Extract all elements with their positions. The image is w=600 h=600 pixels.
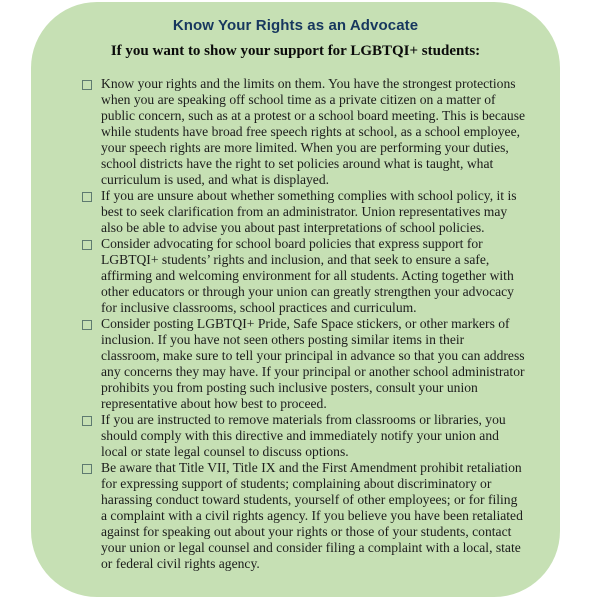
rights-list: [82, 76, 526, 572]
list-item-text: Consider advocating for school board policies that express support for LGBTQI+ students’ rights and inclusion, and that seek to ensure a safe, affirming and welcoming environment for all students. Acting together with other educators or through your union can greatly strengthen your advocacy for inclusive classrooms, school practices and curriculum.: [101, 236, 514, 315]
list-item-text: Know your rights and the limits on them. You have the strongest protections when you are speaking off school time as a private citizen on a matter of public concern, such as at a protest or a school board meeting. This is because while students have broad free speech rights at school, as a school employee, your speech rights are more limited. When you are performing your duties, school districts have the right to set policies around what is taught, what curriculum is used, and what is displayed.: [101, 76, 526, 187]
list-item-text: Consider posting LGBTQI+ Pride, Safe Space stickers, or other markers of inclusion. If you have not seen others posting similar items in their classroom, make sure to tell your principal in advance so that you can address any concerns they may have. If your principal or another school administrator prohibits you from posting such inclusive posters, consult your union representative about how best to proceed.: [101, 316, 525, 411]
list-item: [82, 412, 526, 460]
list-item: [82, 316, 526, 412]
list-item-text: If you are unsure about whether something complies with school policy, it is best to seek clarification from an administrator. Union representatives may also be able to advise you about past interpretations of school policies.: [101, 188, 517, 235]
checkbox-bullet-icon: [82, 320, 92, 330]
checkbox-bullet-icon: [82, 464, 92, 474]
checkbox-bullet-icon: [82, 192, 92, 202]
advocacy-rights-card: [31, 2, 560, 597]
list-item-text: Be aware that Title VII, Title IX and the First Amendment prohibit retaliation for expressing support of students; complaining about discriminatory or harassing conduct toward students, yourself of other employees; or for filing a complaint with a civil rights agency. If you believe you have been retaliated against for speaking out about your rights or those of your students, contact your union or legal counsel and consider filing a complaint with a local, state or federal civil rights agency.: [101, 460, 523, 571]
page-title: Know Your Rights as an Advocate: [172, 17, 419, 34]
checkbox-bullet-icon: [82, 416, 92, 426]
page-subtitle: If you want to show your support for LGBTQI+ students:: [110, 43, 481, 59]
list-item: [82, 188, 526, 236]
checkbox-bullet-icon: [82, 80, 92, 90]
list-item: [82, 236, 526, 316]
list-item-text: If you are instructed to remove materials from classrooms or libraries, you should comply with this directive and immediately notify your union and local or state legal counsel to discuss options.: [101, 412, 506, 459]
list-item: [82, 76, 526, 188]
checkbox-bullet-icon: [82, 240, 92, 250]
list-item: [82, 460, 526, 572]
